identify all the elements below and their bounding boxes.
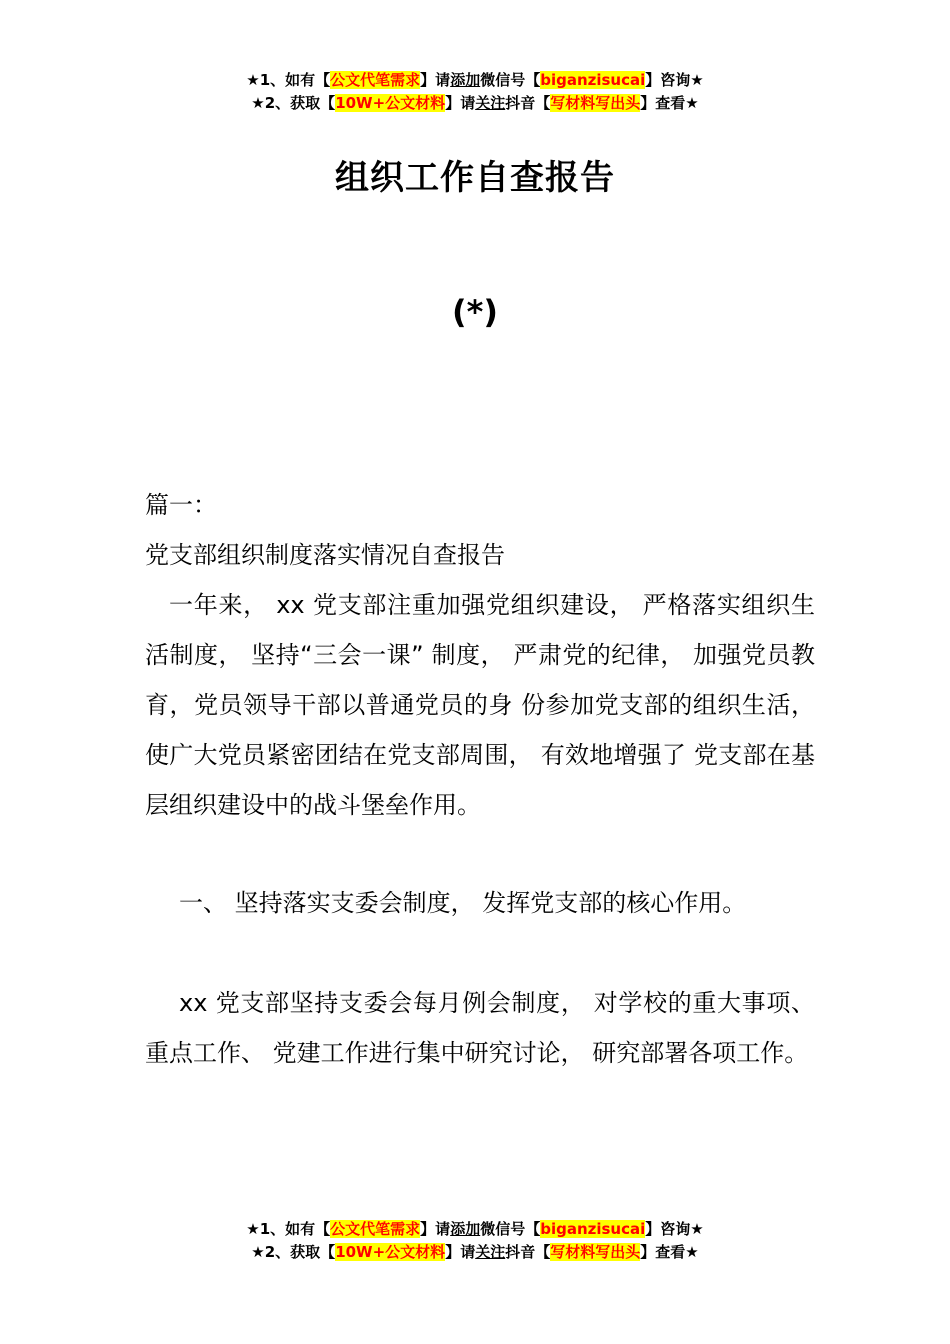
banner-highlight: 写材料写出头 xyxy=(550,1243,641,1261)
banner-highlight: 写材料写出头 xyxy=(550,94,641,112)
paragraph-text: xx 党支部坚持支委会每月例会制度， 对学校的重大事项、 重点工作、 党建工作进行集中研究讨论， 研究部署各项工作。 xyxy=(145,989,815,1067)
paragraph-2 xyxy=(145,878,815,928)
banner-line-2 xyxy=(0,92,950,115)
banner-line-1 xyxy=(0,1218,950,1241)
banner-text: ★1、如有【 xyxy=(246,1220,331,1238)
banner-underline: 添加 xyxy=(450,71,481,89)
header-banner xyxy=(0,69,950,115)
banner-text: ★1、如有【 xyxy=(246,71,331,89)
heading-text: 一、 坚持落实支委会制度， 发挥党支部的核心作用。 xyxy=(179,889,747,917)
banner-text: 】咨询★ xyxy=(645,71,704,89)
banner-highlight: biganzisucai xyxy=(540,71,646,89)
banner-line-1 xyxy=(0,69,950,92)
section-title-text: 党支部组织制度落实情况自查报告 xyxy=(145,541,505,569)
banner-text: 】咨询★ xyxy=(645,1220,704,1238)
banner-text: ★2、获取【 xyxy=(251,94,336,112)
banner-highlight: biganzisucai xyxy=(540,1220,646,1238)
footer-banner xyxy=(0,1218,950,1264)
banner-underline: 关注 xyxy=(475,1243,506,1261)
banner-text: 抖音【 xyxy=(505,94,551,112)
banner-underline: 添加 xyxy=(450,1220,481,1238)
banner-highlight: 公文代笔需求 xyxy=(330,1220,421,1238)
banner-text: 】请 xyxy=(420,71,451,89)
banner-text: 】请 xyxy=(445,94,476,112)
banner-text: 】请 xyxy=(445,1243,476,1261)
banner-highlight: 公文代笔需求 xyxy=(330,71,421,89)
banner-text: 】查看★ xyxy=(640,1243,699,1261)
section-title xyxy=(145,530,815,580)
paragraph-3 xyxy=(145,978,815,1078)
paragraph-1 xyxy=(145,580,815,830)
banner-text: ★2、获取【 xyxy=(251,1243,336,1261)
banner-text: 】请 xyxy=(420,1220,451,1238)
section-label xyxy=(145,480,815,530)
banner-text: 微信号【 xyxy=(480,71,541,89)
banner-underline: 关注 xyxy=(475,94,506,112)
banner-highlight: 10W+公文材料 xyxy=(335,1243,446,1261)
paragraph-text: 一年来， xx 党支部注重加强党组织建设， 严格落实组织生活制度， 坚持“三会一课” 制度， 严肃党的纪律， 加强党员教育，党员领导干部以普通党员的身 份参加党支部的组织生活， 使广大党员紧密团结在党支部周围， 有效地增强了 党支部在基层组织建设中的战斗堡垒作用。 xyxy=(145,591,815,819)
section-label-text: 篇一： xyxy=(145,491,217,519)
banner-line-2 xyxy=(0,1241,950,1264)
banner-text: 】查看★ xyxy=(640,94,699,112)
document-subtitle: (*) xyxy=(452,293,498,331)
document-title: 组织工作自查报告 xyxy=(335,158,615,198)
banner-highlight: 10W+公文材料 xyxy=(335,94,446,112)
banner-text: 抖音【 xyxy=(505,1243,551,1261)
banner-text: 微信号【 xyxy=(480,1220,541,1238)
